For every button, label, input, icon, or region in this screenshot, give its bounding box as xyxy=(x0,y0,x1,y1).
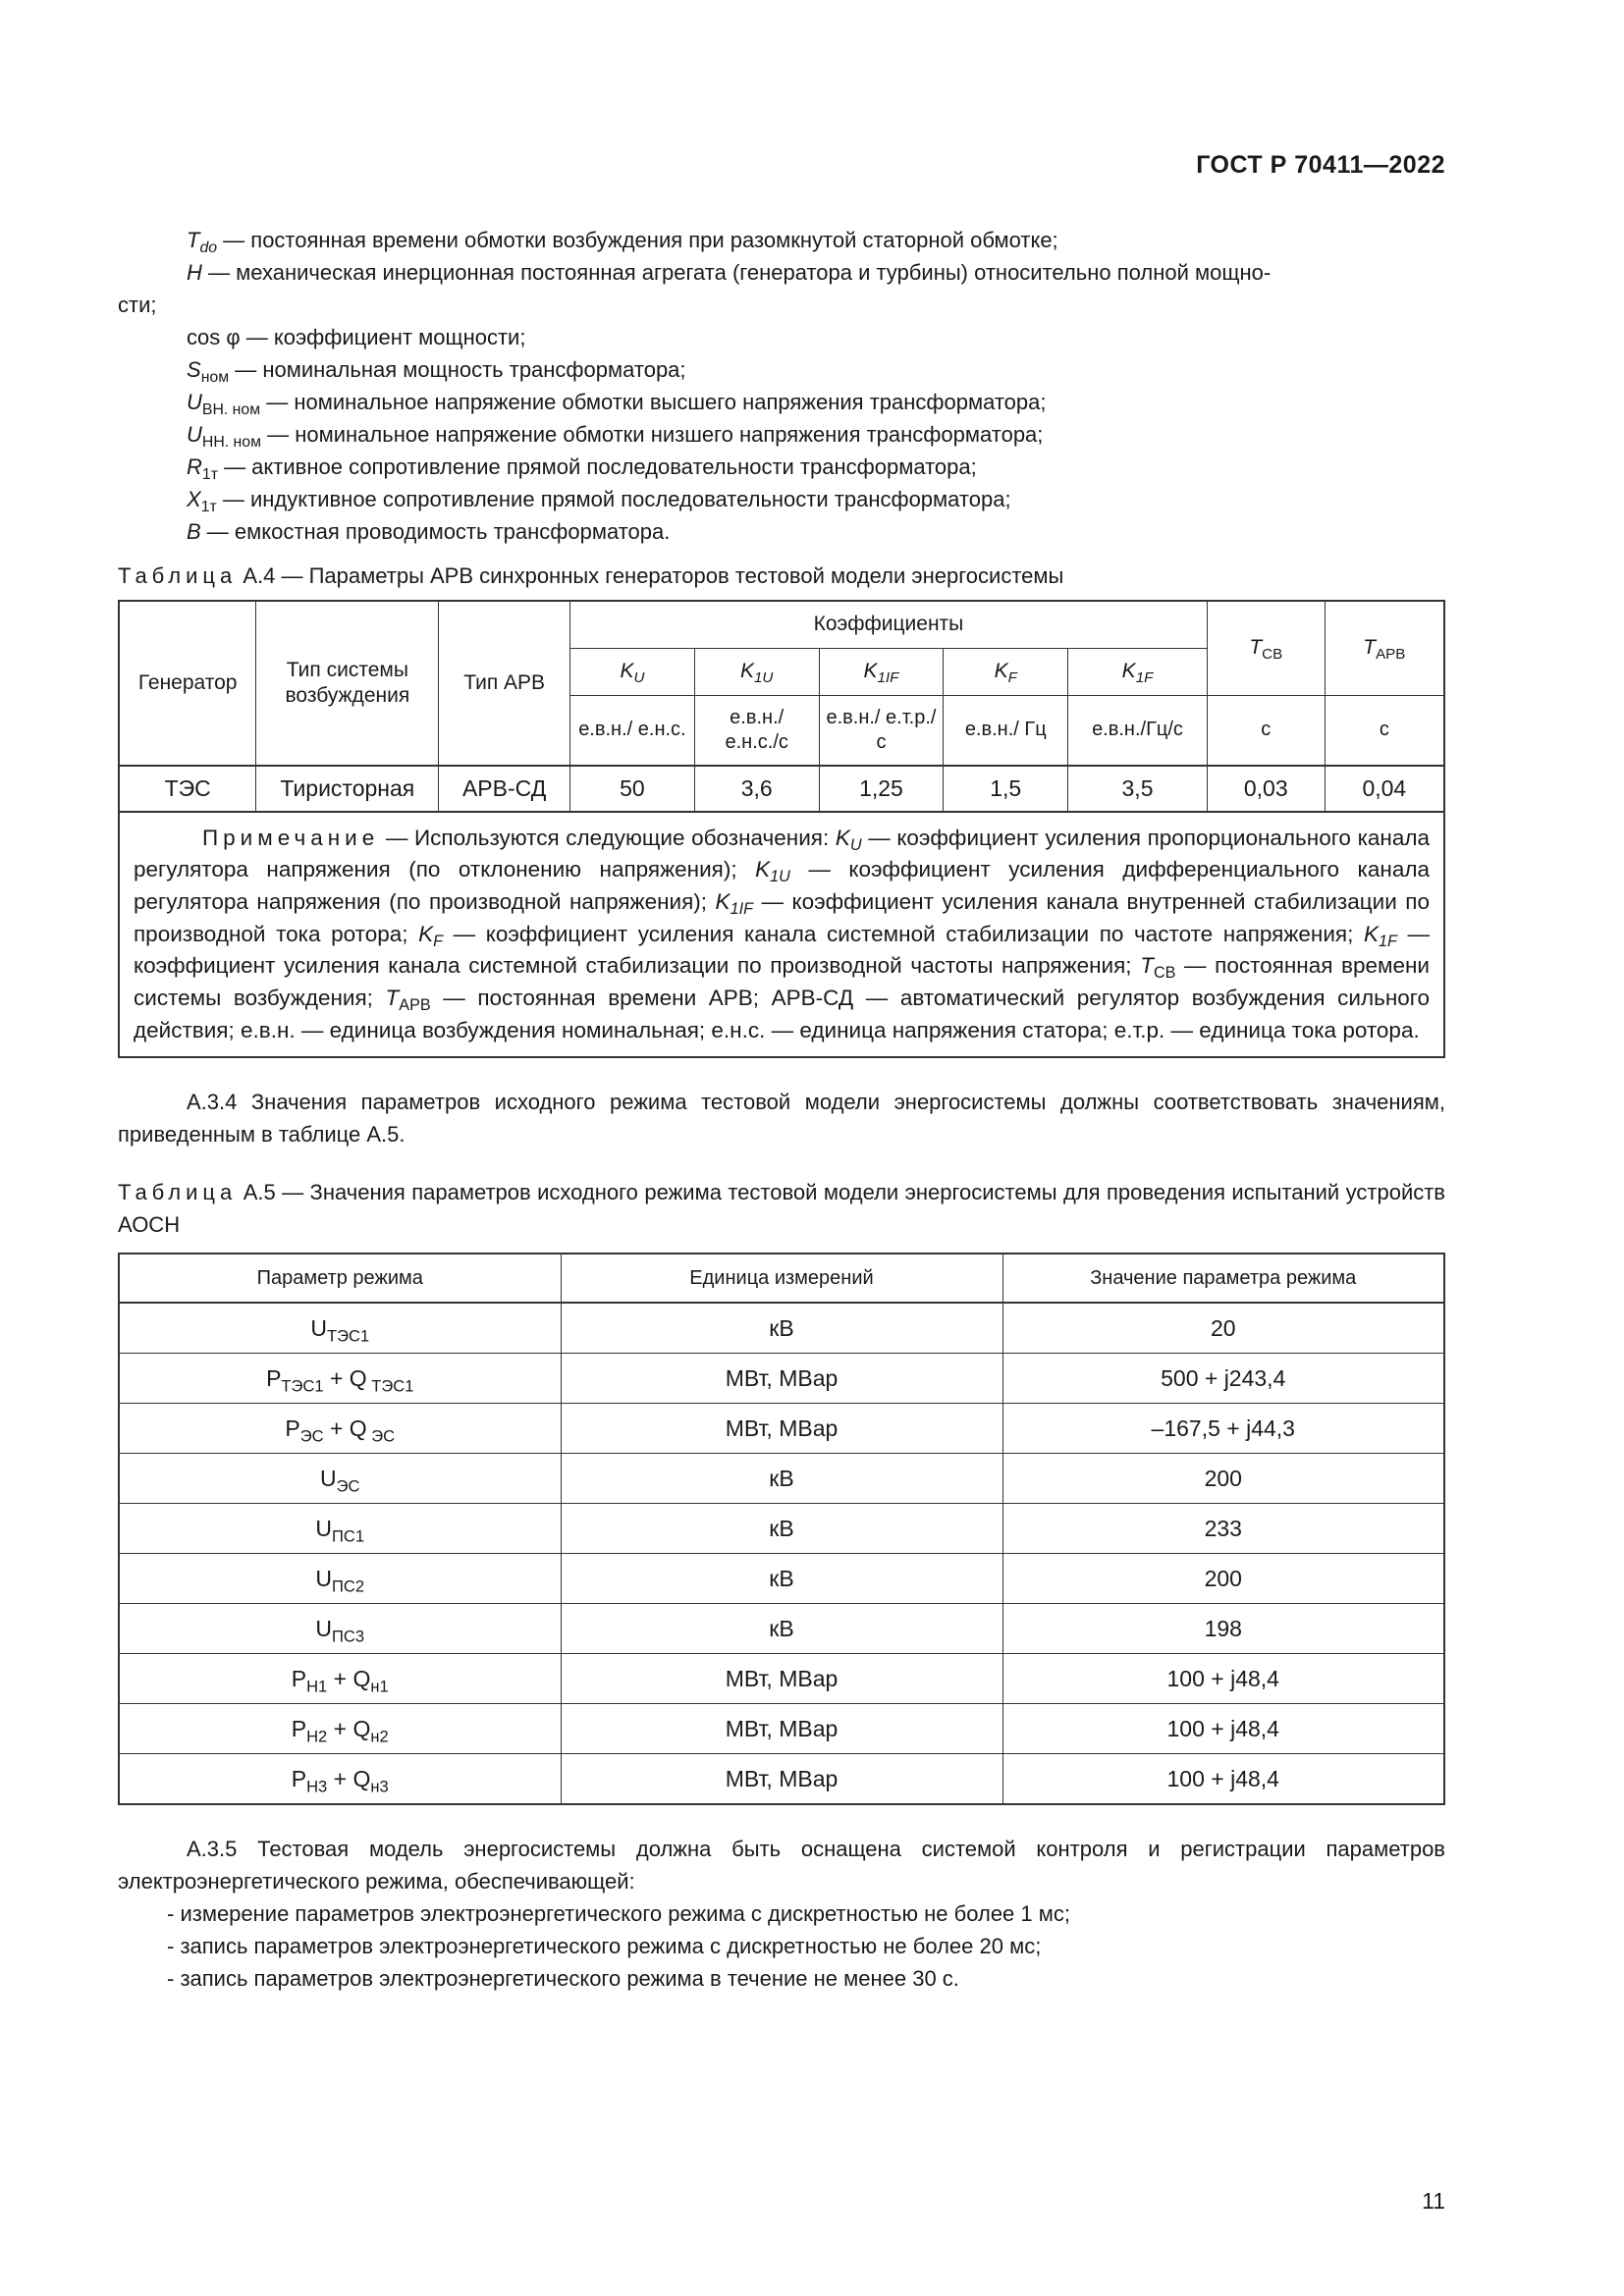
table-a4 xyxy=(118,600,1445,1058)
value-cell: 200 xyxy=(1002,1554,1444,1604)
parameter-cell: $P_{Н1} + Q_{н1}$ xyxy=(119,1654,561,1704)
definition-r1t: $R_{1т}$ — активное сопротивление прямой последовательности трансформатора; xyxy=(187,454,977,484)
page-number: 11 xyxy=(1422,2188,1445,2214)
value-cell: –167,5 + j44,3 xyxy=(1002,1404,1444,1454)
table-row xyxy=(119,1303,1444,1354)
value-cell: 20 xyxy=(1002,1303,1444,1354)
definition-x1t: $X_{1т}$ — индуктивное сопротивление прямой последовательности трансформатора; xyxy=(187,487,1011,516)
table-a5 xyxy=(118,1253,1445,1805)
unit-cell: кВ xyxy=(561,1604,1002,1654)
paragraph-a34: А.3.4 Значения параметров исходного режима тестовой модели энергосистемы должны соответствовать значениям, приведенным в таблице А.5. xyxy=(118,1090,1445,1148)
header-tarv: $T_{АРВ}$ xyxy=(1325,601,1444,695)
table-row xyxy=(119,1704,1444,1754)
definition-snom: $S_{ном}$ — номинальная мощность трансформатора; xyxy=(187,357,686,387)
header-tsv: $T_{СВ}$ xyxy=(1207,601,1325,695)
header-kf: $K_F$ xyxy=(944,648,1068,695)
definition-h: H — механическая инерционная постоянная агрегата (генератора и турбины) относительно полной мощно- сти; xyxy=(118,260,1272,317)
value-cell: 198 xyxy=(1002,1604,1444,1654)
header-value: Значение параметра режима xyxy=(1002,1254,1444,1303)
unit-cell: кВ xyxy=(561,1303,1002,1354)
header-ku: $K_U$ xyxy=(570,648,695,695)
unit-cell: е.в.н./ е.н.с./с xyxy=(694,695,819,766)
unit-cell: е.в.н./Гц/с xyxy=(1068,695,1208,766)
unit-cell: МВт, МВар xyxy=(561,1404,1002,1454)
table-cell: ТЭС xyxy=(119,766,256,812)
parameter-cell: $U_{ПС1}$ xyxy=(119,1504,561,1554)
table-row xyxy=(119,1454,1444,1504)
definition-cos: cos φ — коэффициент мощности; xyxy=(187,325,526,349)
unit-cell: с xyxy=(1207,695,1325,766)
parameter-cell: $U_{ТЭС1}$ xyxy=(119,1303,561,1354)
unit-cell: е.в.н./ е.т.р./с xyxy=(819,695,944,766)
parameter-cell: $P_{ТЭС1} + Q$ $_{ТЭС1}$ xyxy=(119,1354,561,1404)
unit-cell: кВ xyxy=(561,1454,1002,1504)
table-a5-body xyxy=(119,1303,1444,1804)
document-header: ГОСТ Р 70411—2022 xyxy=(1196,151,1445,179)
table-row xyxy=(119,1504,1444,1554)
header-k1if: $K_{1IF}$ xyxy=(819,648,944,695)
table-row xyxy=(119,1654,1444,1704)
page-content xyxy=(118,224,1445,1995)
table-cell: 1,5 xyxy=(944,766,1068,812)
value-cell: 233 xyxy=(1002,1504,1444,1554)
table-row xyxy=(119,1754,1444,1805)
header-generator: Генератор xyxy=(119,601,256,766)
header-coefficients: Коэффициенты xyxy=(570,601,1208,648)
header-excitation-type: Тип системы возбуждения xyxy=(256,601,439,766)
unit-cell: с xyxy=(1325,695,1444,766)
value-cell: 100 + j48,4 xyxy=(1002,1704,1444,1754)
value-cell: 100 + j48,4 xyxy=(1002,1654,1444,1704)
unit-cell: МВт, МВар xyxy=(561,1704,1002,1754)
definition-b: B — емкостная проводимость трансформатора. xyxy=(187,519,671,544)
bullet-list xyxy=(118,1897,1445,1995)
table-cell: 0,04 xyxy=(1325,766,1444,812)
table-row xyxy=(119,1604,1444,1654)
header-parameter: Параметр режима xyxy=(119,1254,561,1303)
value-cell: 200 xyxy=(1002,1454,1444,1504)
table-cell: 0,03 xyxy=(1207,766,1325,812)
unit-cell: е.в.н./ Гц xyxy=(944,695,1068,766)
definition-unn: $U_{НН. ном}$ — номинальное напряжение обмотки низшего напряжения трансформатора; xyxy=(187,422,1044,452)
value-cell: 500 + j243,4 xyxy=(1002,1354,1444,1404)
unit-cell: МВт, МВар xyxy=(561,1654,1002,1704)
table-row xyxy=(119,1354,1444,1404)
table-a5-caption: Таблица А.5 — Значения параметров исходного режима тестовой модели энергосистемы для проведения испытаний устройств АОСН xyxy=(118,1180,1445,1238)
table-row xyxy=(119,1404,1444,1454)
table-cell: 3,5 xyxy=(1068,766,1208,812)
parameter-cell: $P_{Н2} + Q_{н2}$ xyxy=(119,1704,561,1754)
parameter-cell: $P_{ЭС} + Q$ $_{ЭС}$ xyxy=(119,1404,561,1454)
header-arv-type: Тип АРВ xyxy=(439,601,570,766)
list-item: - запись параметров электроэнергетического режима в течение не менее 30 с. xyxy=(167,1966,959,1992)
table-cell: 3,6 xyxy=(694,766,819,812)
table-a4-note: Примечание — Используются следующие обозначения: $K_U$ — коэффициент усиления пропорционального канала регулятора напряжения (по отклонению напряжения); $K_{1U}$ — коэффициент усиления дифференциального канала регулятора напряжения (по производной напряжения); $K_{1IF}$ — коэффициент усиления канала внутренней стабилизации по производной тока ротора; $K_F$ — коэффициент усиления канала системной стабилизации по частоте напряжения; $K_{1F}$ — коэффициент усиления канала системной стабилизации по производной частоты напряжения; $T_{СВ}$ — постоянная времени системы возбуждения; $T_{АРВ}$ — постоянная времени АРВ; АРВ-СД — автоматический регулятор возбуждения сильного действия; е.в.н. — единица возбуждения номинальная; е.н.с. — единица напряжения статора; е.т.р. — единица тока ротора. xyxy=(119,812,1444,1057)
unit-cell: кВ xyxy=(561,1504,1002,1554)
unit-cell: МВт, МВар xyxy=(561,1354,1002,1404)
parameter-cell: $U_{ПС2}$ xyxy=(119,1554,561,1604)
table-note-row xyxy=(119,812,1444,1057)
header-k1u: $K_{1U}$ xyxy=(694,648,819,695)
paragraph-a35: А.3.5 Тестовая модель энергосистемы должна быть оснащена системой контроля и регистрации параметров электроэнергетического режима, обеспечивающей: xyxy=(118,1837,1445,1895)
value-cell: 100 + j48,4 xyxy=(1002,1754,1444,1805)
header-k1f: $K_{1F}$ xyxy=(1068,648,1208,695)
definitions-list xyxy=(118,224,1445,548)
table-cell: 50 xyxy=(570,766,695,812)
header-unit: Единица измерений xyxy=(561,1254,1002,1303)
table-cell: АРВ-СД xyxy=(439,766,570,812)
unit-cell: кВ xyxy=(561,1554,1002,1604)
table-row xyxy=(119,766,1444,812)
list-item: - измерение параметров электроэнергетического режима с дискретностью не более 1 мс; xyxy=(167,1901,1070,1927)
list-item: - запись параметров электроэнергетического режима с дискретностью не более 20 мс; xyxy=(167,1934,1042,1959)
unit-cell: е.в.н./ е.н.с. xyxy=(570,695,695,766)
definition-tdo: $T_{do}$ — постоянная времени обмотки возбуждения при разомкнутой статорной обмотке; xyxy=(187,228,1058,257)
definition-uvn: $U_{ВН. ном}$ — номинальное напряжение обмотки высшего напряжения трансформатора; xyxy=(187,390,1047,419)
table-row xyxy=(119,1554,1444,1604)
table-a4-caption: Таблица А.4 — Параметры АРВ синхронных генераторов тестовой модели энергосистемы xyxy=(118,563,1064,588)
table-cell: Тиристорная xyxy=(256,766,439,812)
table-cell: 1,25 xyxy=(819,766,944,812)
parameter-cell: $P_{Н3} + Q_{н3}$ xyxy=(119,1754,561,1805)
unit-cell: МВт, МВар xyxy=(561,1754,1002,1805)
parameter-cell: $U_{ЭС}$ xyxy=(119,1454,561,1504)
parameter-cell: $U_{ПС3}$ xyxy=(119,1604,561,1654)
